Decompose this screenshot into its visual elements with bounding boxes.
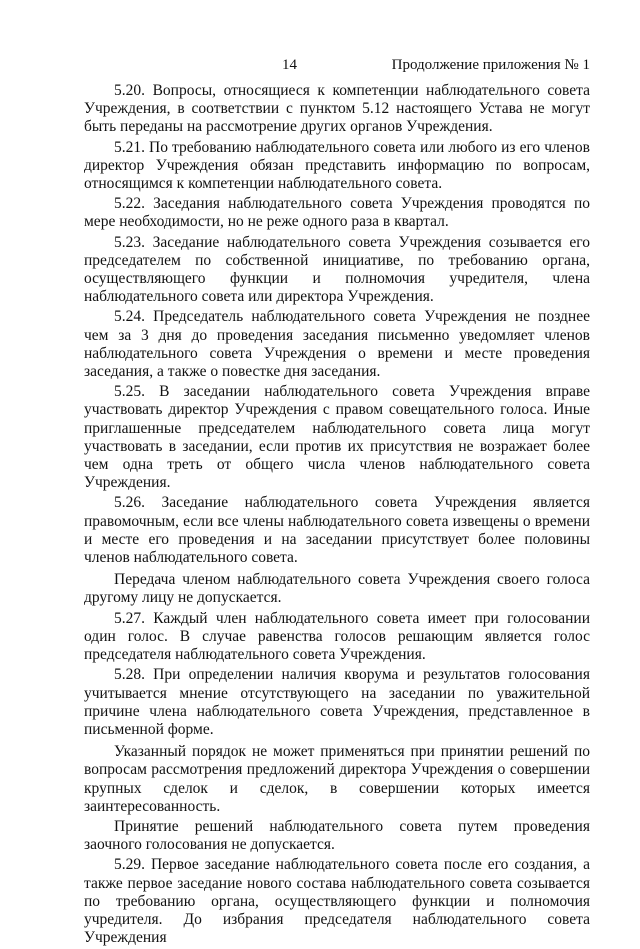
paragraph-5-25: 5.25. В заседании наблюдательного совета Учреждения вправе участвовать директор Учреждения с правом совещательного голоса. Иные приглашенные председателем наблюдательного совета лица могут участвовать в заседании, если против их присутствия не возражает более чем одна треть от общего числа членов наблюдательного совета Учреждения.	[84, 383, 590, 492]
annex-label: Продолжение приложения № 1	[391, 57, 590, 73]
paragraph-5-28: 5.28. При определении наличия кворума и результатов голосования учитывается мнение отсутствующего на заседании по уважительной причине члена наблюдательного совета Учреждения, представленное в письменной форме.	[84, 666, 590, 738]
paragraph-5-29: 5.29. Первое заседание наблюдательного совета после его создания, а также первое заседание нового состава наблюдательного совета созывается по требованию органа, осуществляющего функции и полномочия учредителя. До избрания председателя наблюдательного совета Учреждения	[84, 856, 590, 947]
paragraph-5-21: 5.21. По требованию наблюдательного совета или любого из его членов директор Учреждения обязан представить информацию по вопросам, относящимся к компетенции наблюдательного совета.	[84, 138, 590, 193]
document-body	[84, 82, 590, 949]
paragraph-5-26: 5.26. Заседание наблюдательного совета Учреждения является правомочным, если все члены наблюдательного совета извещены о времени и месте его проведения и на заседании присутствует более половины членов наблюдательного совета.	[84, 494, 590, 567]
paragraph-no-absentee-vote: Принятие решений наблюдательного совета путем проведения заочного голосования не допускается.	[84, 817, 590, 854]
paragraph-5-24: 5.24. Председатель наблюдательного совета Учреждения не позднее чем за 3 дня до проведения заседания письменно уведомляет членов наблюдательного совета Учреждения о времени и месте проведения заседания, а также о повестке дня заседания.	[84, 308, 590, 381]
page-number: 14	[282, 57, 297, 73]
paragraph-5-20: 5.20. Вопросы, относящиеся к компетенции наблюдательного совета Учреждения, в соответствии с пунктом 5.12 настоящего Устава не могут быть переданы на рассмотрение других органов Учреждения.	[84, 82, 590, 136]
paragraph-vote-transfer: Передача членом наблюдательного совета Учреждения своего голоса другому лицу не допускается.	[84, 571, 590, 607]
paragraph-5-23: 5.23. Заседание наблюдательного совета Учреждения созывается его председателем по собственной инициативе, по требованию органа, осуществляющего функции и полномочия учредителя, члена наблюдательного совета или директора Учреждения.	[84, 233, 590, 306]
paragraph-5-22: 5.22. Заседания наблюдательного совета Учреждения проводятся по мере необходимости, но не реже одного раза в квартал.	[84, 195, 590, 231]
paragraph-5-27: 5.27. Каждый член наблюдательного совета имеет при голосовании один голос. В случае равенства голосов решающим является голос председателя наблюдательного совета Учреждения.	[84, 609, 590, 664]
paragraph-procedure-limit: Указанный порядок не может применяться при принятии решений по вопросам рассмотрения предложений директора Учреждения о совершении крупных сделок и сделок, в совершении которых имеется заинтересованность.	[84, 743, 590, 815]
